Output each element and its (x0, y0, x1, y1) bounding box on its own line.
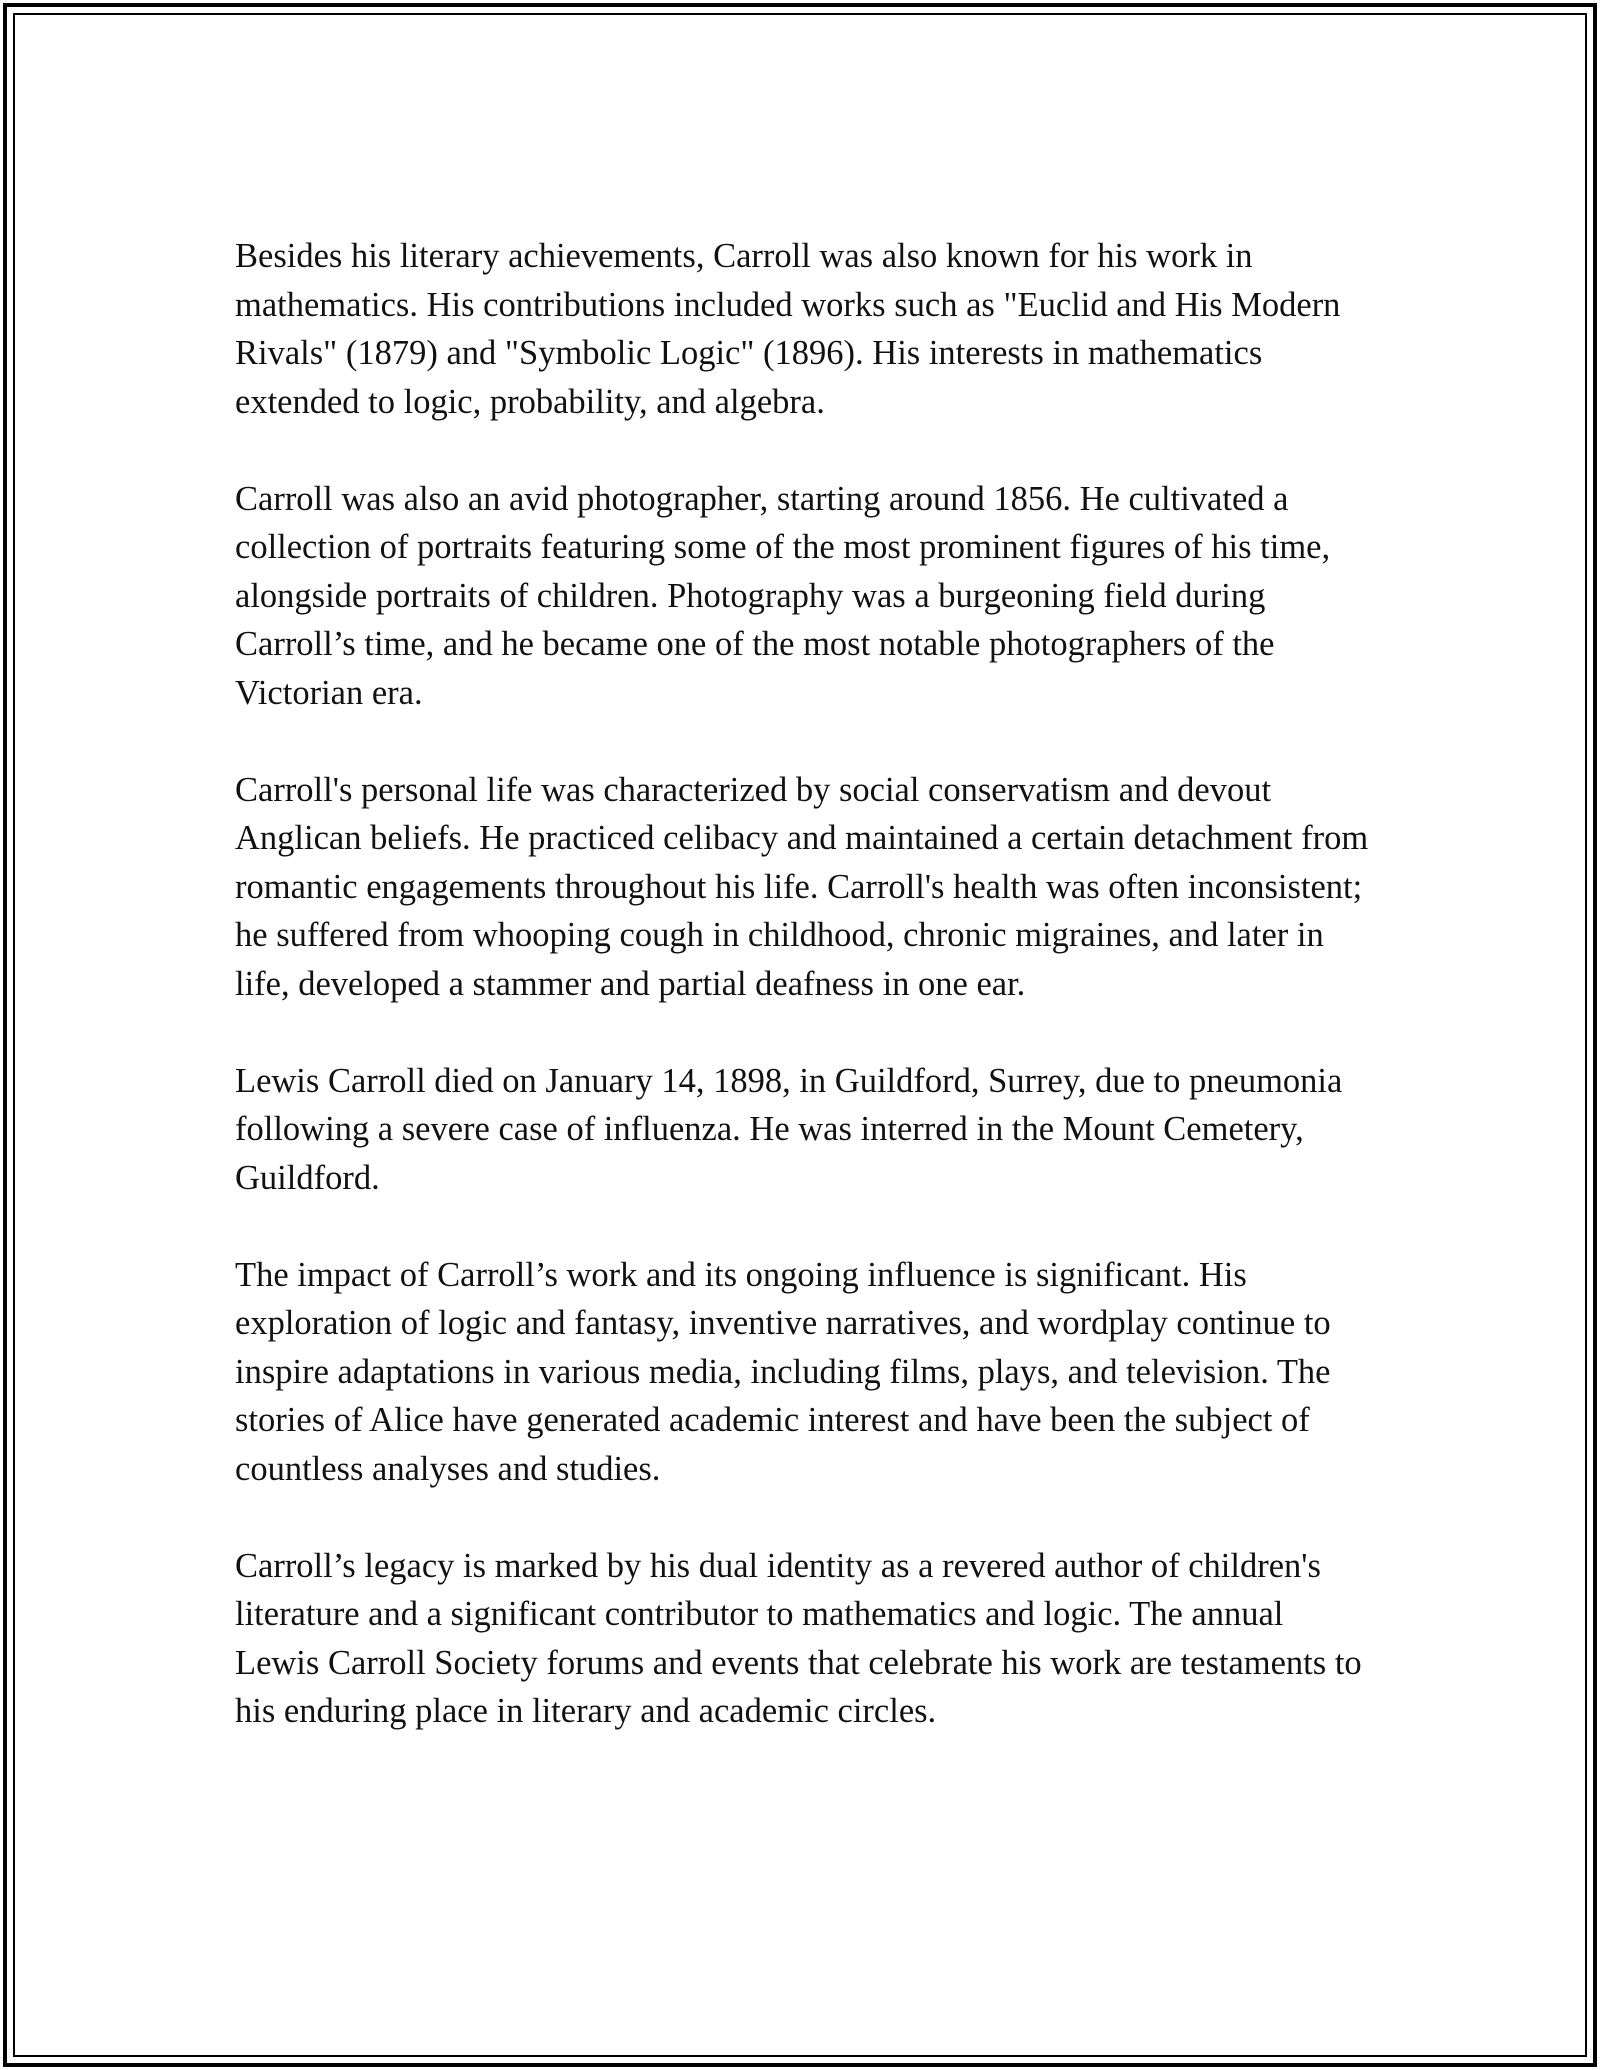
paragraph-legacy: Carroll’s legacy is marked by his dual identity as a revered author of children's literature and a significant contributor to mathematics and logic. The annual Lewis Carroll Society forums and events that celebrate his work are testaments to his enduring place in literary and academic circles. (235, 1546, 1362, 1730)
paragraph-impact: The impact of Carroll’s work and its ongoing influence is significant. His exploration of logic and fantasy, inventive narratives, and wordplay continue to inspire adaptations in various media, including films, plays, and television. The stories of Alice have generated academic interest and have been the subject of countless analyses and studies. (235, 1255, 1331, 1488)
paragraph-photography: Carroll was also an avid photographer, starting around 1856. He cultivated a collection of portraits featuring some of the most prominent figures of his time, alongside portraits of children. Photography was a burgeoning field during Carroll’s time, and he became one of the most notable photographers of the Victorian era. (235, 479, 1331, 712)
paragraph-death: Lewis Carroll died on January 14, 1898, in Guildford, Surrey, due to pneumonia following a severe case of influenza. He was interred in the Mount Cemetery, Guildford. (235, 1061, 1343, 1197)
document-body (235, 232, 1375, 1784)
paragraph-mathematics: Besides his literary achievements, Carroll was also known for his work in mathematics. His contributions included works such as "Euclid and His Modern Rivals" (1879) and "Symbolic Logic" (1896). His interests in mathematics extended to logic, probability, and algebra. (235, 237, 1341, 421)
paragraph-personal-life: Carroll's personal life was characterized by social conservatism and devout Anglican beliefs. He practiced celibacy and maintained a certain detachment from romantic engagements throughout his life. Carroll's health was often inconsistent; he suffered from whooping cough in childhood, chronic migraines, and later in life, developed a stammer and partial deafness in one ear. (235, 770, 1369, 1003)
